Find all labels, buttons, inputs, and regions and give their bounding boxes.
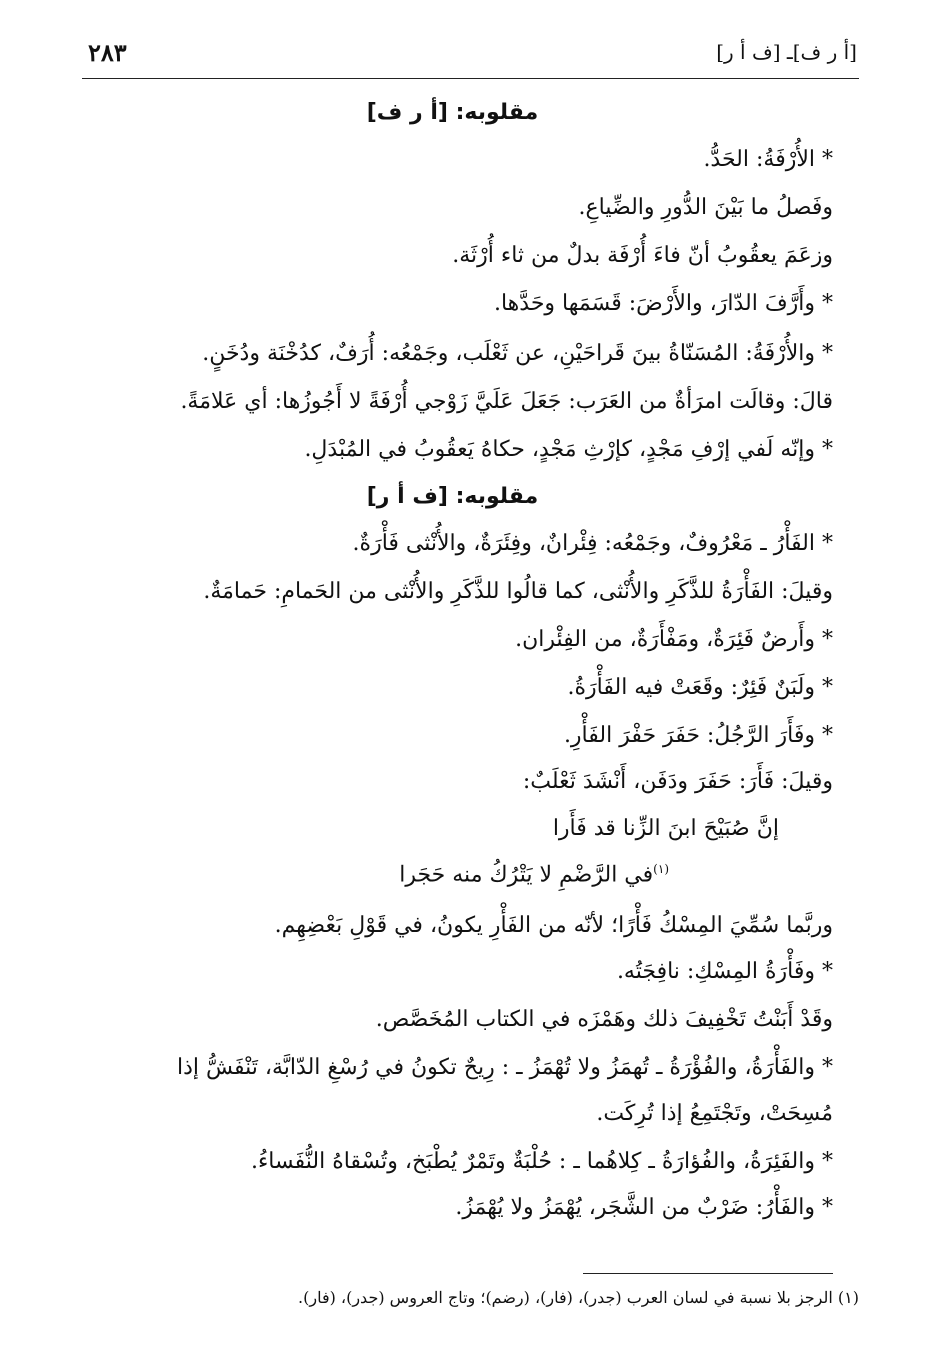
entry-line: * وفَأَرَ الرَّجُلُ: حَفَرَ حَفْرَ الفَأْرِ.: [563, 723, 833, 748]
entry-line: وفَصلُ ما بَيْنَ الدُّورِ والضِّياعِ.: [578, 195, 833, 220]
verse-line-2-text: في الرَّضْمِ لا يَتْرُكُ منه حَجَرا: [399, 862, 654, 888]
entry-line: قالَ: وقالَت امرَأةٌ من العَرَب: جَعَلَ عَلَيَّ زَوْجي أُرْفَةً لا أَجُوزُها: أي عَلامَةً.: [180, 389, 833, 414]
verse-footnote-ref: (١): [653, 862, 669, 876]
entry-line: * الأُرْفَةُ: الحَدُّ.: [703, 147, 833, 172]
entry-line: وزعَمَ يعقُوبُ أنّ فاءَ أُرْفَة بدلٌ من ثاء أُرْثَة.: [452, 243, 833, 268]
verse-line-2: [399, 862, 669, 887]
footnote-rule: [583, 1273, 833, 1274]
entry-line: * والفَئِرَةُ، والفُؤارَةُ ـ كِلاهُما ـ : حُلْبَةٌ وتَمْرٌ يُطْبَخ، وتُسْقاهُ النُّفَساءُ.: [250, 1149, 833, 1174]
entry-line: * وإنّه لَفي إرْفِ مَجْدٍ، كإرْثِ مَجْدٍ، حكاهُ يَعقُوبُ في المُبْدَلِ.: [304, 437, 833, 462]
entry-line: * وأَرَّفَ الدّارَ، والأَرْضَ: قَسَمَها وحَدَّها.: [493, 291, 833, 316]
entry-line: * الفَأْرُ ـ مَعْرُوفٌ، وجَمْعُه: فِئْرانٌ، وفِئَرَةٌ، والأُنْثى فَأْرَةٌ.: [352, 531, 833, 556]
entry-line: * ولَبَنٌ فَئِرٌ: وقَعَتْ فيه الفَأْرَةُ.: [567, 675, 833, 700]
entry-line: وقيلَ: الفَأْرَةُ للذَّكَرِ والأُنْثى، كما قالُوا للذَّكَرِ والأُنْثى من الحَمامِ: حَمامَةٌ.: [203, 579, 833, 604]
entry-line: * والفَأْرُ: ضَرْبٌ من الشَّجَر، يُهْمَزُ ولا يُهْمَزُ.: [455, 1195, 833, 1220]
footnote: (١) الرجز بلا نسبة في لسان العرب (جدر)، (فار)، (رضم)؛ وتاج العروس (جدر)، (فار).: [298, 1288, 859, 1307]
verse-line-1: إنَّ صُبَيْحَ ابنَ الزِّنا قد فَأَرا: [552, 816, 779, 841]
page-number: ٢٨٣: [88, 38, 127, 67]
section-title-2: مقلوبه: [ف أ ر]: [366, 484, 539, 509]
entry-line: وقيلَ: فَأَرَ: حَفَرَ ودَفَن، أَنْشَدَ ثَعْلَبٌ:: [522, 769, 833, 794]
entry-line: * وأَرضٌ فَئِرَةٌ، ومَفْأَرَةٌ، من الفِئْران.: [515, 627, 833, 652]
header-rule: [82, 78, 859, 79]
entry-line: مُسِحَتْ، وتَجْتَمِعُ إذا تُرِكَت.: [596, 1101, 833, 1126]
entry-line: * والأُرْفَةُ: المُسَنّاةُ بينَ قَراحَيْنِ، عن ثَعْلَب، وجَمْعُه: أُرَفٌ، كدُخْنَة ودُخَنٍ.: [202, 341, 833, 366]
entry-line: * وفَأْرَةُ المِسْكِ: نافِجَتُه.: [616, 959, 833, 984]
section-title-1: مقلوبه: [أ ر ف]: [366, 100, 539, 125]
running-title: [أ ر ف]ـ [ف أ ر]: [716, 40, 857, 64]
entry-line: * والفَأْرَةُ، والفُؤْرَةُ ـ تُهمَزُ ولا تُهْمَزُ ـ : رِيحٌ تكونُ في رُسْغِ الدّابَّة، تَنْفَشُّ إذا: [176, 1055, 833, 1080]
entry-line: وقَدْ أَبَنْتُ تَخْفِيفَ ذلك وهَمْزَه في الكتاب المُخَصَّص.: [375, 1007, 833, 1032]
entry-line: وربَّما سُمِّيَ المِسْكُ فَأْرًا؛ لأنّه من الفَأْرِ يكونُ، في قَوْلِ بَعْضِهِم.: [274, 913, 833, 938]
